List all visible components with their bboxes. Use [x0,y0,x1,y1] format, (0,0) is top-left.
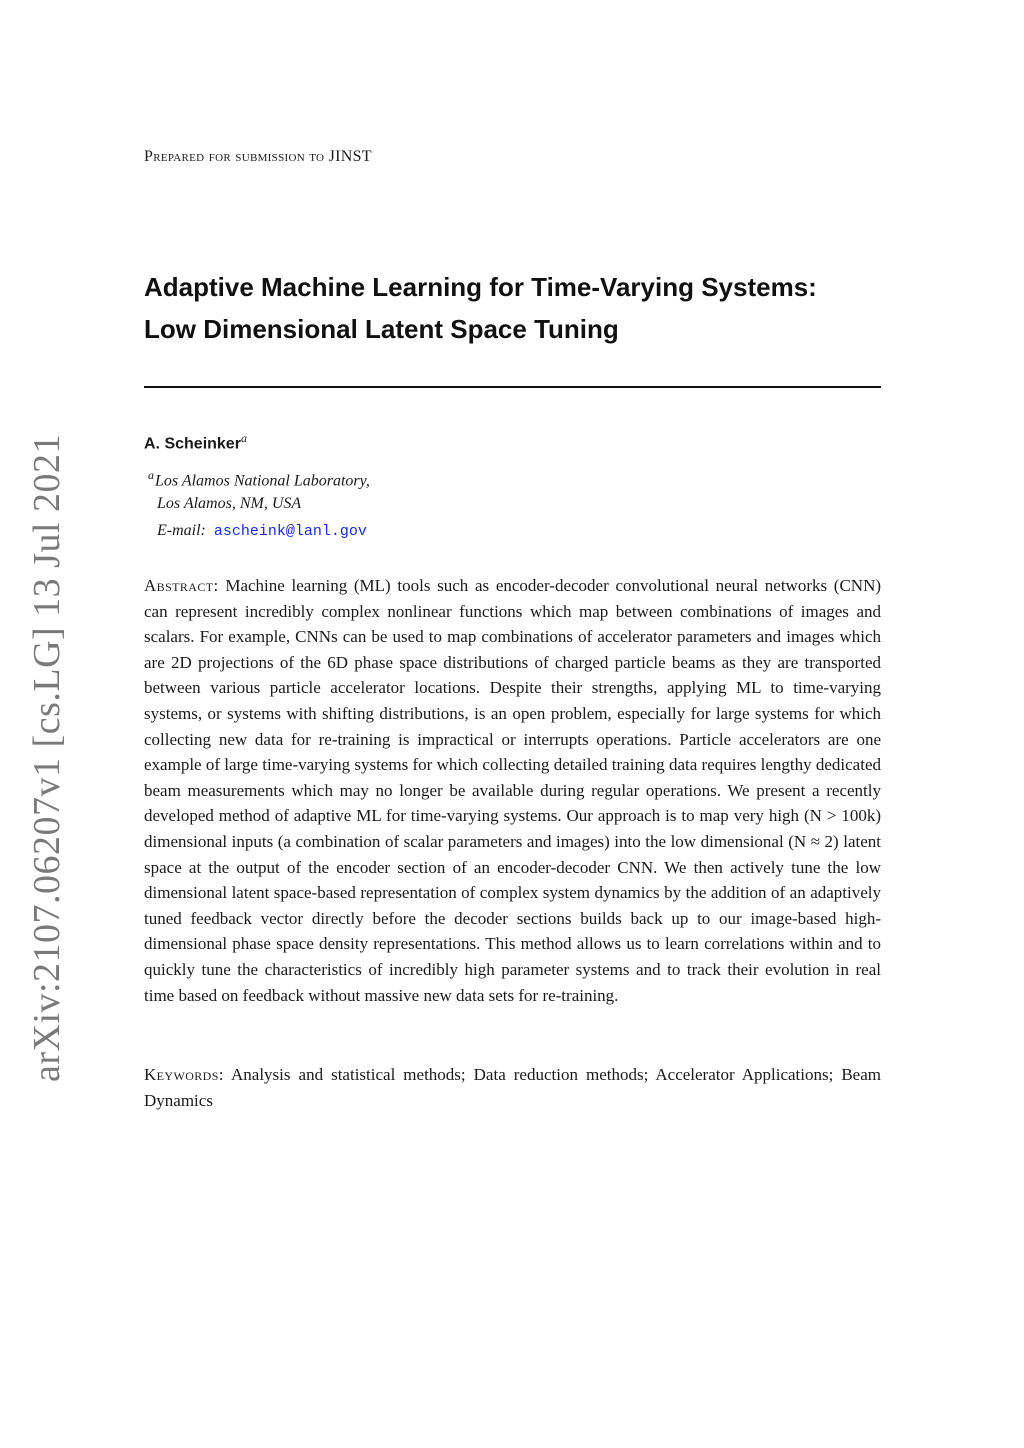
title-line-2: Low Dimensional Latent Space Tuning [144,314,619,344]
abstract-text: Machine learning (ML) tools such as encoder-decoder convolutional neural networks (CNN) can represent incredibly complex nonlinear functions which map between combinations of images and scalars. For example, CNNs can be used to map combinations of accelerator parameters and images which are 2D projections of the 6D phase space distributions of charged particle beams as they are transported between various particle accelerator locations. Despite their strengths, applying ML to time-varying systems, or systems with shifting distributions, is an open problem, especially for large systems for which collecting new data for re-training is impractical or interrupts operations. Particle accelerators are one example of large time-varying systems for which collecting detailed training data requires lengthy dedicated beam measurements which may no longer be available during regular operations. We present a recently developed method of adaptive ML for time-varying systems. Our approach is to map very high (N > 100k) dimensional inputs (a combination of scalar parameters and images) into the low dimensional (N ≈ 2) latent space at the output of the encoder section of an encoder-decoder CNN. We then actively tune the low dimensional latent space-based representation of complex system dynamics by the addition of an adaptively tuned feedback vector directly before the decoder sections builds back up to our image-based high-dimensional phase space density representations. This method allows us to learn correlations within and to quickly tune the characteristics of incredibly high parameter systems and to track their evolution in real time based on feedback without massive new data sets for re-training. [144,576,882,1005]
affiliation-line-2: Los Alamos, NM, USA [157,495,302,513]
affiliation [148,464,370,515]
keywords-text: Analysis and statistical methods; Data reduction methods; Accelerator Applications; Beam Dynamics [144,1065,881,1110]
affiliation-mark: a [148,468,154,482]
submission-note: Prepared for submission to JINST [144,148,372,165]
author-affil-mark: a [240,431,247,445]
author-name: A. Scheinker [144,435,241,453]
email-label: E-mail: [157,522,206,539]
affiliation-line-1: Los Alamos National Laboratory, [155,472,370,490]
keywords [144,1062,881,1113]
email-line [157,522,367,540]
keywords-heading: Keywords: [144,1065,224,1084]
title-line-1: Adaptive Machine Learning for Time-Varying Systems: [144,272,817,302]
email-link[interactable]: ascheink@lanl.gov [213,523,367,540]
title-divider [144,386,881,388]
abstract-heading: Abstract: [144,576,219,595]
arxiv-identifier-stamp: arXiv:2107.06207v1 [cs.LG] 13 Jul 2021 [26,433,68,1083]
paper-title [144,266,884,350]
abstract [144,573,881,1008]
author [144,431,247,453]
